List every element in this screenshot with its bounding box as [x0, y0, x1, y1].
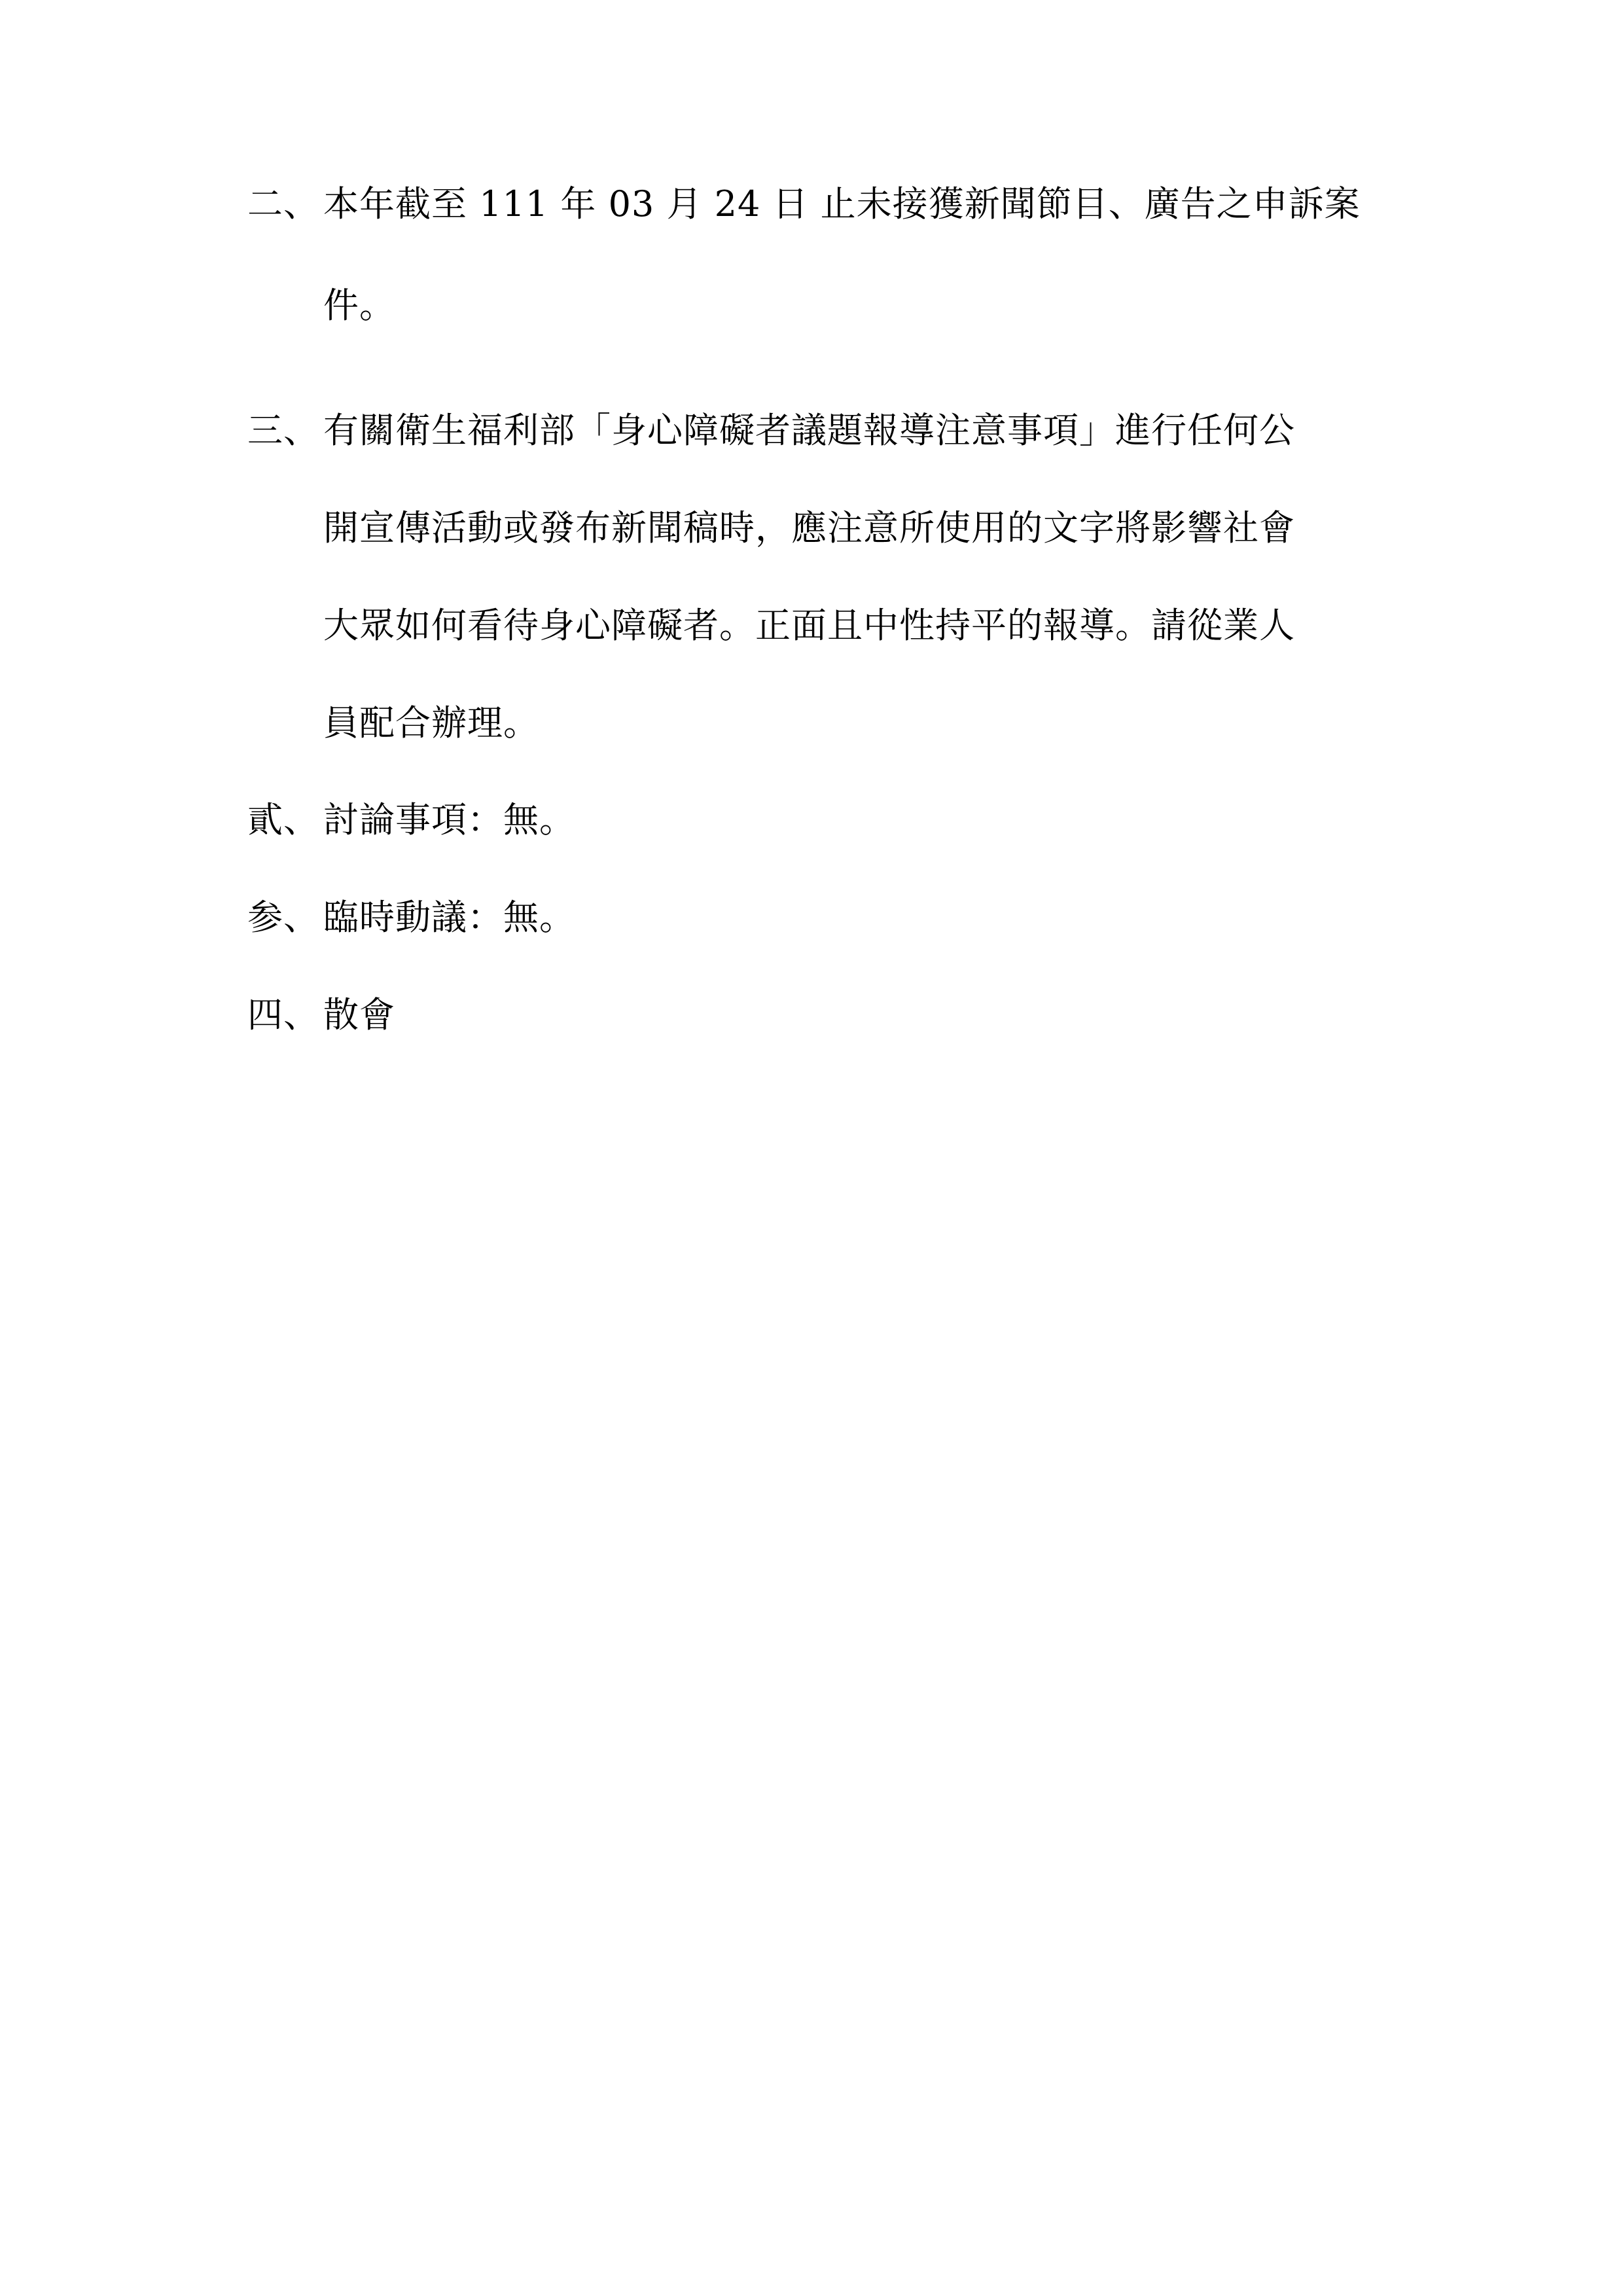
item-marker-2: 二、 — [247, 183, 319, 224]
section-marker-4: 四、 — [247, 994, 319, 1035]
discussion-items: 討論事項：無。 — [323, 799, 575, 840]
extempore-motions: 臨時動議：無。 — [323, 897, 575, 938]
item-3-line-2: 開宣傳活動或發布新聞稿時，應注意所使用的文字將影響社會 — [323, 507, 1295, 548]
item-2-line-2: 件。 — [323, 285, 395, 326]
item-3-line-3: 大眾如何看待身心障礙者。正面且中性持平的報導。請從業人 — [323, 605, 1295, 646]
item-3-line-1: 有關衛生福利部「身心障礙者議題報導注意事項」進行任何公 — [323, 410, 1295, 451]
item-3-line-4: 員配合辦理。 — [323, 702, 539, 744]
section-marker-3: 参、 — [247, 897, 319, 938]
section-marker-2: 貳、 — [247, 799, 319, 840]
adjournment: 散會 — [323, 994, 395, 1035]
item-2-line-1: 本年截至 111 年 03 月 24 日 止未接獲新聞節目、廣告之申訴案 — [323, 183, 1361, 224]
item-marker-3: 三、 — [247, 410, 319, 451]
